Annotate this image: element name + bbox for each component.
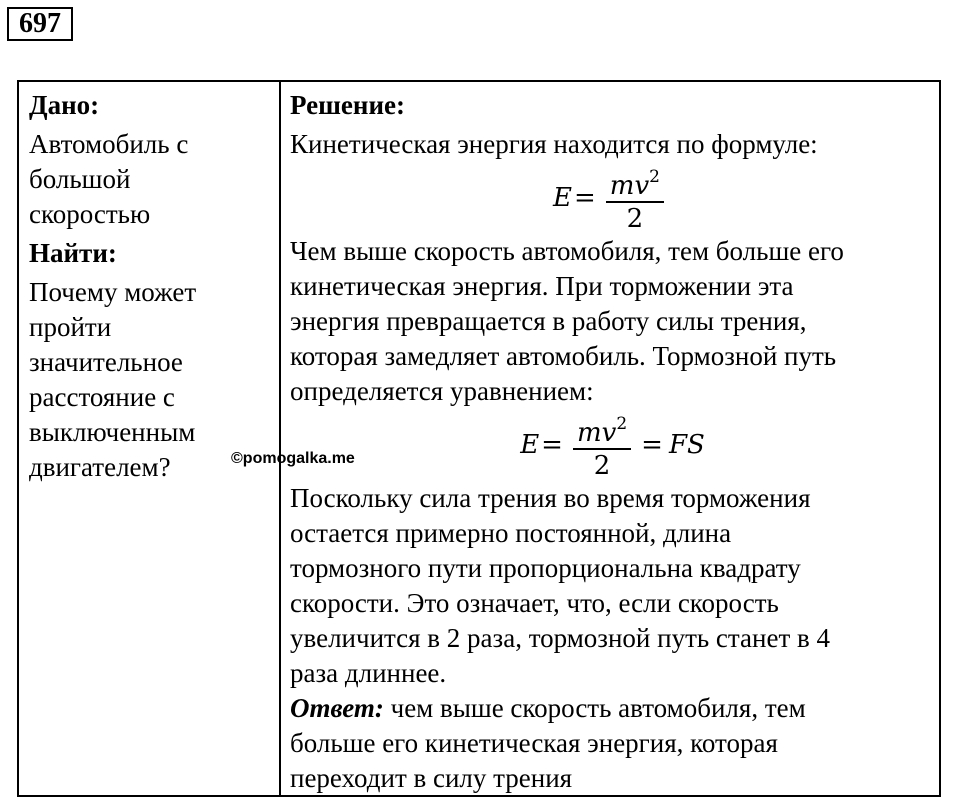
solution-table bbox=[17, 80, 941, 797]
paragraph-line: Поскольку сила трения во время торможения bbox=[290, 483, 811, 513]
answer-label: Ответ: bbox=[290, 693, 384, 723]
answer-line: больше его кинетическая энергия, которая bbox=[290, 728, 778, 758]
find-heading: Найти: bbox=[29, 238, 117, 268]
solution-column bbox=[290, 88, 935, 796]
paragraph-line: раза длиннее. bbox=[290, 658, 447, 688]
problem-number: 697 bbox=[7, 7, 73, 41]
braking-distance-formula bbox=[290, 409, 935, 481]
paragraph-line: Чем выше скорость автомобиля, тем больше его bbox=[290, 236, 844, 266]
given-heading: Дано: bbox=[29, 90, 100, 120]
paragraph-line: увеличится в 2 раза, тормозной путь станет в 4 bbox=[290, 623, 831, 653]
answer-text: чем выше скорость автомобиля, тем bbox=[383, 693, 806, 723]
column-divider bbox=[279, 82, 281, 795]
find-line: выключенным bbox=[29, 417, 196, 447]
paragraph-line: энергия превращается в работу силы трения, bbox=[290, 306, 807, 336]
fraction-denominator: 2 bbox=[626, 203, 644, 234]
watermark: ©pomogalka.me bbox=[231, 450, 355, 467]
given-line: скоростью bbox=[29, 199, 151, 229]
given-line: Автомобиль с bbox=[29, 129, 189, 159]
answer-line bbox=[290, 691, 935, 726]
formula-lhs: E bbox=[553, 182, 572, 213]
given-line: большой bbox=[29, 164, 131, 194]
paragraph-line: кинетическая энергия. При торможении эта bbox=[290, 271, 794, 301]
paragraph-line: остается примерно постоянной, длина bbox=[290, 518, 732, 548]
fraction-numerator: $mv^2$ bbox=[573, 409, 631, 450]
formula-fraction bbox=[573, 409, 631, 482]
solution-heading: Решение: bbox=[290, 90, 405, 120]
fraction-numerator: $mv^2$ bbox=[606, 162, 664, 203]
given-column bbox=[29, 88, 267, 485]
paragraph-line: которая замедляет автомобиль. Тормозной путь bbox=[290, 341, 837, 371]
formula-lhs: E bbox=[520, 429, 540, 460]
find-line: Почему может bbox=[29, 277, 197, 307]
kinetic-energy-formula bbox=[290, 162, 935, 234]
formula-equals: = bbox=[541, 429, 563, 460]
answer-line: переходит в силу трения bbox=[290, 763, 573, 793]
paragraph-line: скорости. Это означает, что, если скорость bbox=[290, 588, 779, 618]
solution-intro: Кинетическая энергия находится по формуле: bbox=[290, 129, 818, 159]
fraction-denominator: 2 bbox=[593, 450, 611, 481]
find-line: двигателем? bbox=[29, 452, 171, 482]
formula-equals: = bbox=[574, 182, 596, 213]
find-line: расстояние с bbox=[29, 382, 175, 412]
formula-fraction bbox=[606, 162, 664, 235]
paragraph-line: тормозного пути пропорциональна квадрату bbox=[290, 553, 801, 583]
formula-equals: = bbox=[641, 429, 663, 460]
find-line: пройти bbox=[29, 312, 112, 342]
formula-rhs: FS bbox=[668, 429, 705, 460]
find-line: значительное bbox=[29, 347, 183, 377]
paragraph-line: определяется уравнением: bbox=[290, 376, 594, 406]
